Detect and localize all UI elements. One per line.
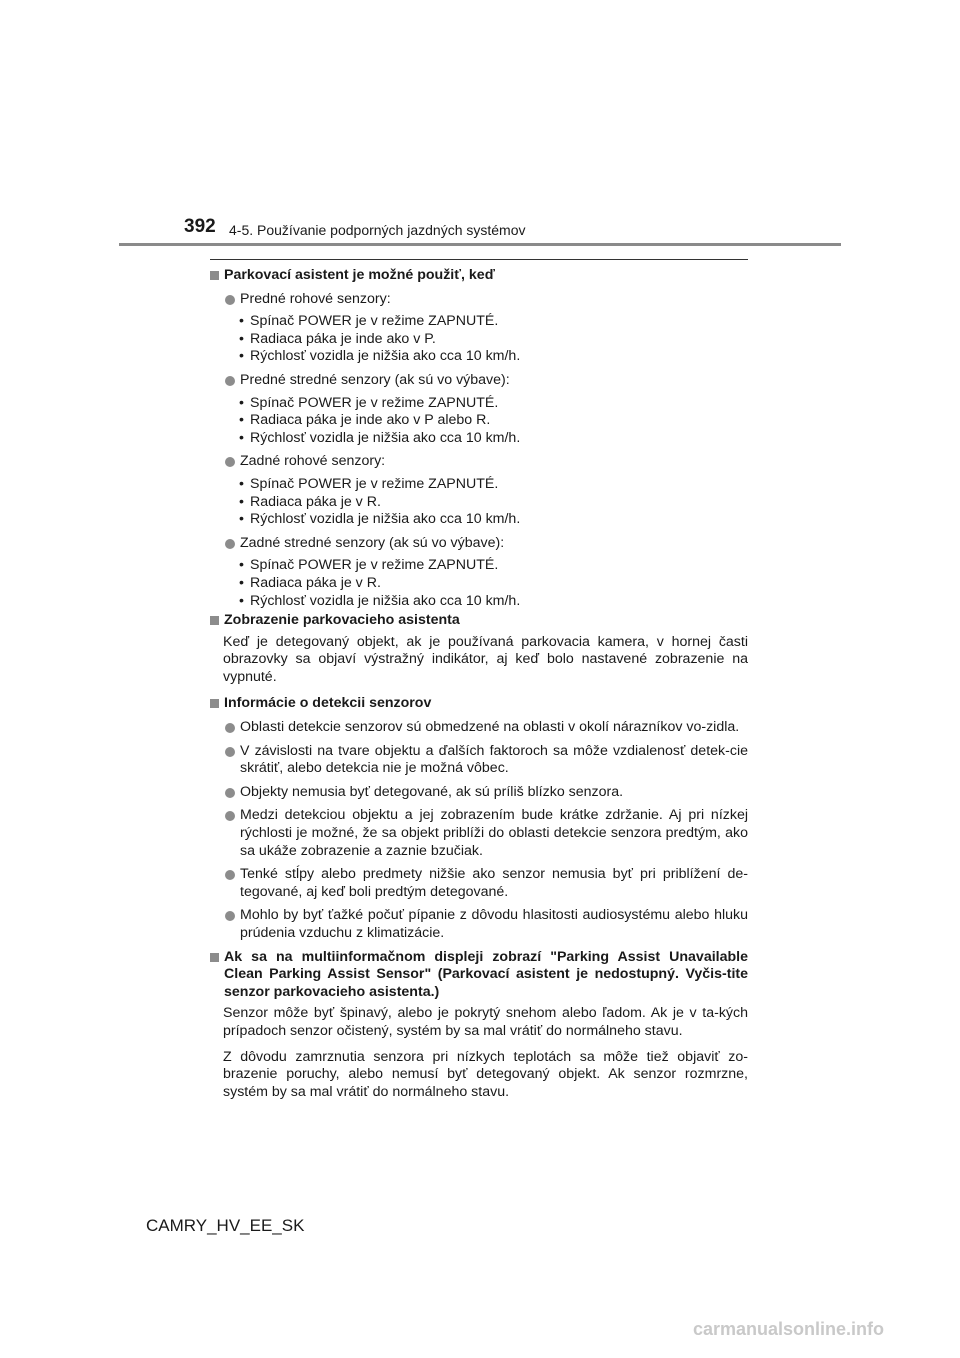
list-item — [210, 331, 748, 349]
bullet-text: Oblasti detekcie senzorov sú obmedzené na oblasti v okolí nárazníkov vo-zidla. — [240, 719, 740, 736]
circle-bullet-icon — [225, 539, 235, 549]
sub-bullet-icon: • — [239, 348, 244, 365]
list-item-text: Rýchlosť vozidla je nižšia ako cca 10 km/h. — [250, 592, 521, 609]
unavailable-paragraph: Senzor môže byť špinavý, alebo je pokrytý snehom alebo ľadom. Ak je v ta-kých prípadoch senzor očistený, systém by sa mal vrátiť do normálneho stavu. — [223, 1005, 748, 1039]
list-item — [210, 511, 748, 529]
sub-bullet-icon: • — [239, 592, 244, 609]
circle-bullet-icon — [225, 295, 235, 305]
sub-bullet-icon: • — [239, 330, 244, 347]
list-item — [210, 575, 748, 593]
sub-bullet-icon: • — [239, 394, 244, 411]
list-item-text: Spínač POWER je v režime ZAPNUTÉ. — [250, 394, 499, 411]
list-item-text: Rýchlosť vozidla je nižšia ako cca 10 km/h. — [250, 429, 521, 446]
unavailable-paragraph: Z dôvodu zamrznutia senzora pri nízkych teplotách sa môže tiež objaviť zo-brazenie poruchy, alebo nemusí byť detegovaný objekt. Ak senzor rozmrzne, systém by sa mal vrátiť do normálneho stavu. — [223, 1048, 748, 1100]
rear-corner-conditions — [210, 476, 748, 529]
square-bullet-icon — [210, 699, 219, 708]
watermark: carmanualsonline.info — [693, 1319, 885, 1339]
square-bullet-icon — [210, 271, 219, 280]
sub-bullet-icon: • — [239, 429, 244, 446]
square-bullet-icon — [210, 953, 219, 962]
list-item-text: Radiaca páka je inde ako v P alebo R. — [250, 412, 491, 429]
bullet-text: Zadné rohové senzory: — [240, 453, 386, 470]
section-heading-text: Zobrazenie parkovacieho asistenta — [224, 612, 460, 629]
chapter-title: 4-5. Používanie podporných jazdných systémov — [229, 222, 526, 238]
list-item — [210, 593, 748, 611]
list-item — [210, 395, 748, 413]
list-item — [210, 313, 748, 331]
bullet-rear-corner — [210, 453, 748, 471]
list-item — [210, 412, 748, 430]
bullet-text: Tenké stĺpy alebo predmety nižšie ako senzor nemusia byť pri priblížení de-tegované, aj keď boli predtým detegované. — [240, 866, 748, 900]
bullet-front-center — [210, 372, 748, 390]
sub-bullet-icon: • — [239, 412, 244, 429]
list-item-text: Spínač POWER je v režime ZAPNUTÉ. — [250, 475, 499, 492]
section-heading-text: Parkovací asistent je možné použiť, keď — [224, 267, 495, 283]
detection-bullet — [210, 743, 748, 778]
circle-bullet-icon — [225, 911, 235, 921]
page-number: 392 — [184, 216, 216, 237]
list-item — [210, 476, 748, 494]
section-heading-detection-info — [210, 695, 748, 713]
list-item-text: Rýchlosť vozidla je nižšia ako cca 10 km/h. — [250, 511, 521, 528]
list-item — [210, 348, 748, 366]
list-item-text: Spínač POWER je v režime ZAPNUTÉ. — [250, 313, 499, 330]
bullet-text: Predné rohové senzory: — [240, 290, 391, 307]
detection-bullet — [210, 866, 748, 901]
list-item-text: Rýchlosť vozidla je nižšia ako cca 10 km/h. — [250, 348, 521, 365]
bullet-rear-center — [210, 535, 748, 553]
sub-bullet-icon: • — [239, 557, 244, 574]
sub-bullet-icon: • — [239, 313, 244, 330]
circle-bullet-icon — [225, 870, 235, 880]
header-rule — [119, 243, 841, 246]
detection-bullet — [210, 719, 748, 737]
section-heading-text: Ak sa na multiinformačnom displeji zobrazí "Parking Assist Unavailable Clean Parking Assist Sensor" (Parkovací asistent je nedostupný. Vyčis-tite senzor parkovacieho asistenta.) — [224, 948, 748, 1000]
section-heading-display — [210, 612, 748, 630]
bullet-front-corner — [210, 291, 748, 309]
list-item — [210, 494, 748, 512]
sub-bullet-icon: • — [239, 493, 244, 510]
sub-bullet-icon: • — [239, 511, 244, 528]
circle-bullet-icon — [225, 457, 235, 467]
circle-bullet-icon — [225, 811, 235, 821]
list-item — [210, 430, 748, 448]
display-paragraph: Keď je detegovaný objekt, ak je používaná parkovacia kamera, v hornej časti obrazovky sa objaví výstražný indikátor, aj keď bolo nastavené zobrazenie na vypnuté. — [223, 633, 748, 685]
rear-center-conditions — [210, 557, 748, 610]
front-center-conditions — [210, 395, 748, 448]
page-content — [210, 265, 748, 1101]
section-heading-parking-assist — [210, 267, 748, 285]
bullet-text: V závislosti na tvare objektu a ďalších faktoroch sa môže vzdialenosť detek-cie skrátiť, alebo detekcia nie je možná vôbec. — [240, 742, 748, 777]
circle-bullet-icon — [225, 747, 235, 757]
list-item-text: Radiaca páka je inde ako v P. — [250, 330, 436, 347]
bullet-text: Mohlo by byť ťažké počuť pípanie z dôvodu hlasitosti audiosystému alebo hluku prúdenia vzduchu z klimatizácie. — [240, 907, 748, 941]
content-rule — [210, 259, 748, 260]
circle-bullet-icon — [225, 788, 235, 798]
list-item-text: Radiaca páka je v R. — [250, 574, 381, 591]
section-heading-unavailable — [210, 949, 748, 1002]
bullet-text: Zadné stredné senzory (ak sú vo výbave): — [240, 534, 505, 551]
bullet-text: Predné stredné senzory (ak sú vo výbave): — [240, 371, 510, 388]
circle-bullet-icon — [225, 376, 235, 386]
list-item — [210, 557, 748, 575]
detection-bullet — [210, 907, 748, 942]
square-bullet-icon — [210, 616, 219, 625]
list-item-text: Radiaca páka je v R. — [250, 493, 381, 510]
bullet-text: Medzi detekciou objektu a jej zobrazením bude krátke zdržanie. Aj pri nízkej rýchlosti je možné, že sa objekt priblíži do oblasti detekcie senzora predtým, ako sa ukáže zobrazenie a zaznie bzučiak. — [240, 807, 748, 859]
front-corner-conditions — [210, 313, 748, 366]
detection-bullet — [210, 807, 748, 860]
list-item-text: Spínač POWER je v režime ZAPNUTÉ. — [250, 557, 499, 574]
sub-bullet-icon: • — [239, 574, 244, 591]
circle-bullet-icon — [225, 723, 235, 733]
section-heading-text: Informácie o detekcii senzorov — [224, 695, 432, 712]
detection-bullet — [210, 784, 748, 802]
bullet-text: Objekty nemusia byť detegované, ak sú príliš blízko senzora. — [240, 783, 624, 800]
document-code: CAMRY_HV_EE_SK — [146, 1216, 305, 1235]
sub-bullet-icon: • — [239, 475, 244, 492]
